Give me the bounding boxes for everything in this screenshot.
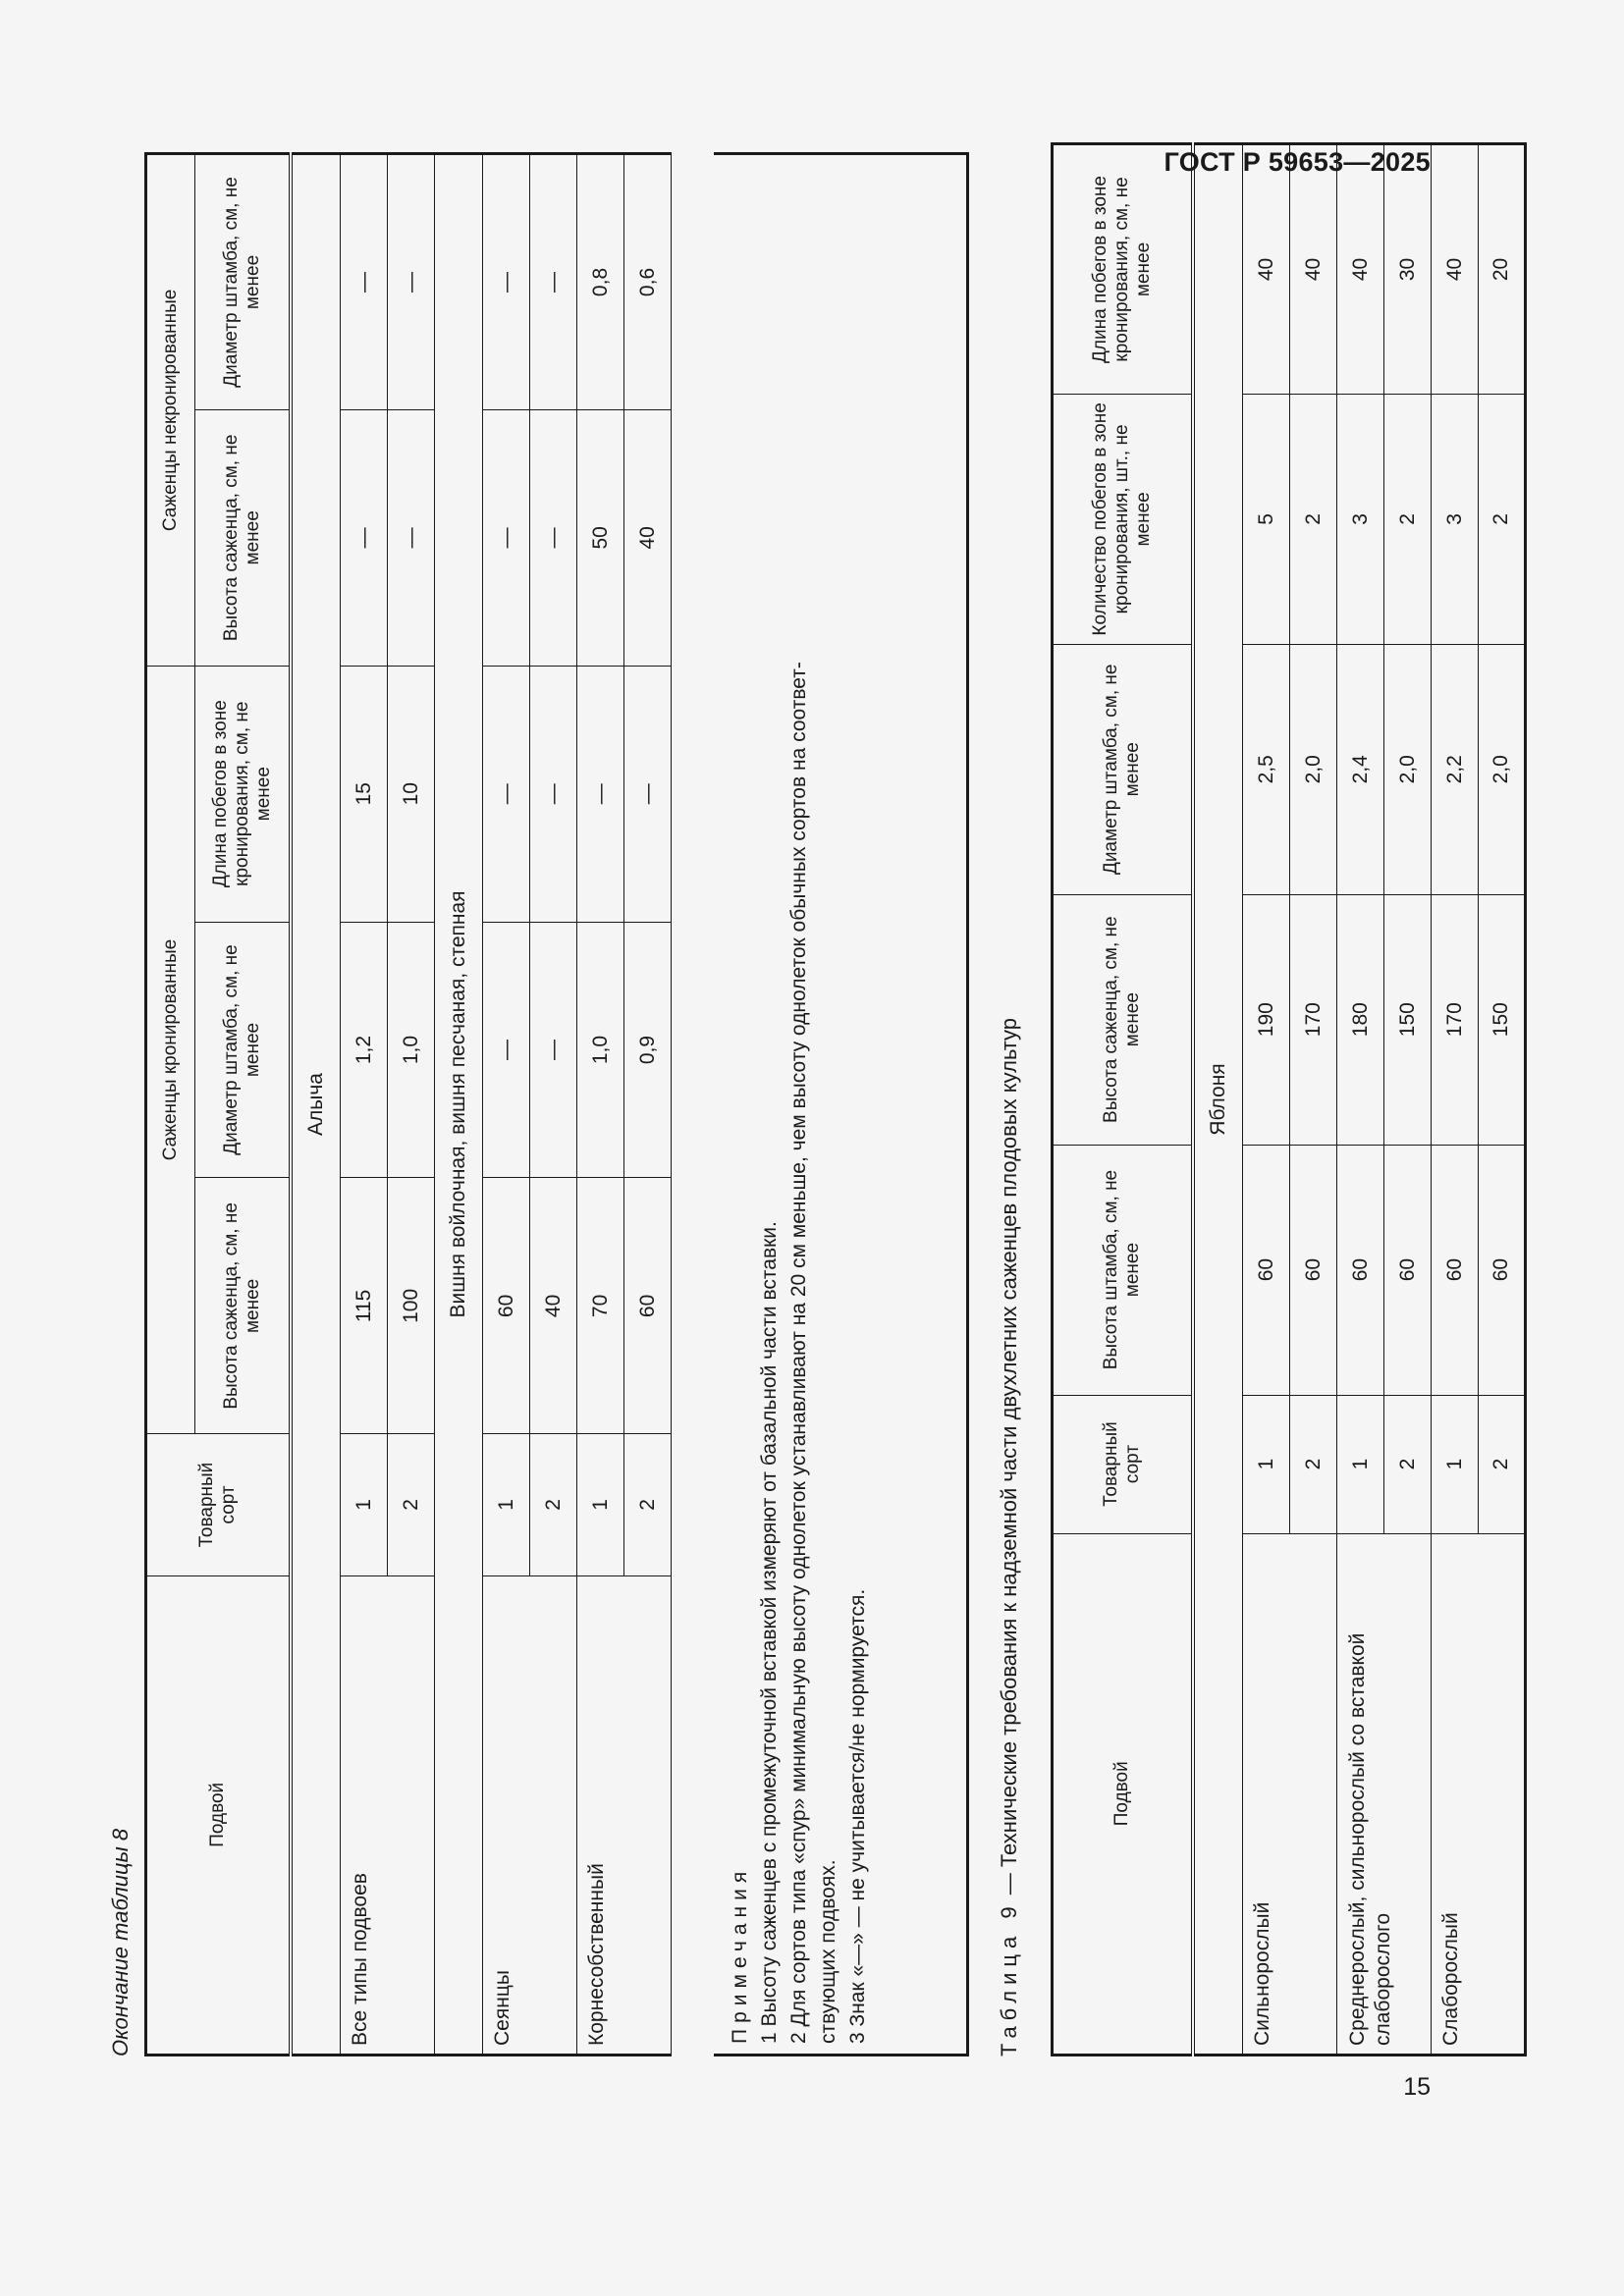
table8-notes — [714, 152, 969, 2056]
table8-cell: — — [530, 922, 577, 1178]
table8-cell: 10 — [388, 666, 435, 922]
table9-cell: 60 — [1432, 1145, 1479, 1395]
table-8 — [144, 152, 672, 2056]
table8-grade: 1 — [577, 1434, 624, 1575]
table9-cell: 2,0 — [1290, 644, 1337, 894]
table9-cell: 2 — [1290, 394, 1337, 644]
table9-cell: 3 — [1337, 394, 1384, 644]
table9-cell: 60 — [1243, 1145, 1290, 1395]
table9-cell: 40 — [1432, 144, 1479, 395]
table9-rootstock: Слаборослый — [1432, 1533, 1526, 2055]
table9-cell: 3 — [1432, 394, 1479, 644]
table9-grade: 2 — [1290, 1395, 1337, 1533]
table8-grade: 2 — [624, 1434, 672, 1575]
note-item: 1 Высоту саженцев с промежуточной вставкой измеряют от базальной части вставки. — [758, 1221, 781, 2044]
table9-cell: 40 — [1290, 144, 1337, 395]
table9-cell: 30 — [1384, 144, 1432, 395]
table8-cell: — — [341, 154, 388, 410]
table8-grade: 1 — [341, 1434, 388, 1575]
table9-cell: 2,0 — [1479, 644, 1526, 894]
table8-continuation-caption: Окончание таблицы 8 — [108, 1828, 133, 2056]
table8-cell: — — [530, 409, 577, 666]
table8-header-diameter-uncrowned: Диаметр штамба, см, не менее — [195, 154, 292, 410]
table8-cell: 1,0 — [388, 922, 435, 1178]
table8-cell: 60 — [624, 1178, 672, 1434]
table8-section-title: Вишня войлочная, вишня песчаная, степная — [435, 154, 483, 2056]
table9-cell: 150 — [1479, 894, 1526, 1145]
table8-cell: — — [341, 409, 388, 666]
table9-grade: 1 — [1337, 1395, 1384, 1533]
table8-header-crowned: Саженцы кронированные — [146, 666, 195, 1434]
table9-cell: 40 — [1243, 144, 1290, 395]
table8-cell: 100 — [388, 1178, 435, 1434]
table9-cell: 60 — [1337, 1145, 1384, 1395]
table9-caption-label: Таблица 9 — [997, 1900, 1021, 2056]
table9-rootstock: Среднерослый, сильнорослый со вставкой слаборослого — [1337, 1533, 1432, 2055]
table9-grade: 1 — [1243, 1395, 1290, 1533]
table9-grade: 1 — [1432, 1395, 1479, 1533]
table8-cell: 15 — [341, 666, 388, 922]
table9-cell: 60 — [1479, 1145, 1526, 1395]
note-item: ствующих подвоях. — [817, 1859, 839, 2044]
table9-header-shoot-count: Количество побегов в зоне кронирования, шт., не менее — [1053, 394, 1194, 644]
notes-title: Примечания — [729, 1865, 751, 2044]
table9-cell: 5 — [1243, 394, 1290, 644]
table8-cell: — — [483, 409, 530, 666]
table8-cell: 115 — [341, 1178, 388, 1434]
table8-cell: 60 — [483, 1178, 530, 1434]
table8-rootstock: Корнесобственный — [577, 1575, 672, 2055]
note-item: 3 Знак «—» — не учитывается/не нормируется. — [846, 1588, 869, 2044]
table9-grade: 2 — [1384, 1395, 1432, 1533]
table9-header-grade: Товарный сорт — [1053, 1395, 1194, 1533]
table8-grade: 1 — [483, 1434, 530, 1575]
table9-cell: 60 — [1290, 1145, 1337, 1395]
table9-section-title: Яблоня — [1193, 144, 1243, 2056]
table8-cell: — — [530, 154, 577, 410]
table8-cell: — — [624, 666, 672, 922]
table9-cell: 2,2 — [1432, 644, 1479, 894]
table8-cell: — — [483, 922, 530, 1178]
table9-header-diameter: Диаметр штамба, см, не менее — [1053, 644, 1194, 894]
table9-cell: 2,0 — [1384, 644, 1432, 894]
table8-cell: 0,9 — [624, 922, 672, 1178]
table8-cell: — — [388, 409, 435, 666]
table9-grade: 2 — [1479, 1395, 1526, 1533]
table8-grade: 2 — [530, 1434, 577, 1575]
table9-cell: 190 — [1243, 894, 1290, 1145]
note-item: 2 Для сортов типа «спур» минимальную высоту однолеток устанавливают на 20 см меньше, чем высоту однолеток обычных сортов на соответ- — [787, 662, 810, 2044]
table9-header-stem-height: Высота штамба, см, не менее — [1053, 1145, 1194, 1395]
table8-header-diameter: Диаметр штамба, см, не менее — [195, 922, 292, 1178]
table9-header-height: Высота саженца, см, не менее — [1053, 894, 1194, 1145]
table8-grade: 2 — [388, 1434, 435, 1575]
table9-cell: 2 — [1384, 394, 1432, 644]
table9-caption — [997, 1018, 1022, 2056]
table9-cell: 170 — [1290, 894, 1337, 1145]
table9-cell: 2,4 — [1337, 644, 1384, 894]
table9-rootstock: Сильнорослый — [1243, 1533, 1337, 2055]
table8-cell: — — [388, 154, 435, 410]
table8-cell: 50 — [577, 409, 624, 666]
table8-cell: 0,6 — [624, 154, 672, 410]
table8-header-rootstock: Подвой — [146, 1575, 292, 2055]
table9-cell: 180 — [1337, 894, 1384, 1145]
table8-header-uncrowned: Саженцы некронированные — [146, 154, 195, 667]
table8-header-height-uncrowned: Высота саженца, см, не менее — [195, 409, 292, 666]
table8-cell: — — [530, 666, 577, 922]
table9-cell: 40 — [1337, 144, 1384, 395]
table8-header-grade: Товарный сорт — [146, 1434, 292, 1575]
table9-header-shoot-length: Длина побегов в зоне кронирования, см, не менее — [1053, 144, 1194, 395]
table9-cell: 2 — [1479, 394, 1526, 644]
table8-cell: — — [483, 666, 530, 922]
rotated-content — [108, 93, 1512, 2056]
table9-cell: 150 — [1384, 894, 1432, 1145]
table-9 — [1051, 142, 1527, 2056]
table9-caption-text: — Технические требования к надземной части двухлетних саженцев плодовых культур — [997, 1017, 1021, 1901]
table8-section-title: Алыча — [291, 154, 341, 2056]
table8-cell: 40 — [530, 1178, 577, 1434]
table9-cell: 20 — [1479, 144, 1526, 395]
table9-cell: 170 — [1432, 894, 1479, 1145]
table8-cell: — — [483, 154, 530, 410]
page-number: 15 — [1403, 2073, 1431, 2101]
table8-cell: 0,8 — [577, 154, 624, 410]
table9-cell: 2,5 — [1243, 644, 1290, 894]
table8-rootstock: Все типы подвоев — [341, 1575, 435, 2055]
table9-cell: 60 — [1384, 1145, 1432, 1395]
table8-header-shoot-length: Длина побегов в зоне кронирования, см, не менее — [195, 666, 292, 922]
table8-cell: — — [577, 666, 624, 922]
table9-header-rootstock: Подвой — [1053, 1533, 1194, 2055]
table8-cell: 70 — [577, 1178, 624, 1434]
table8-cell: 1,0 — [577, 922, 624, 1178]
table8-header-height: Высота саженца, см, не менее — [195, 1178, 292, 1434]
table8-cell: 40 — [624, 409, 672, 666]
table8-rootstock: Сеянцы — [483, 1575, 577, 2055]
document-code: ГОСТ Р 59653—2025 — [1164, 147, 1431, 177]
table8-cell: 1,2 — [341, 922, 388, 1178]
